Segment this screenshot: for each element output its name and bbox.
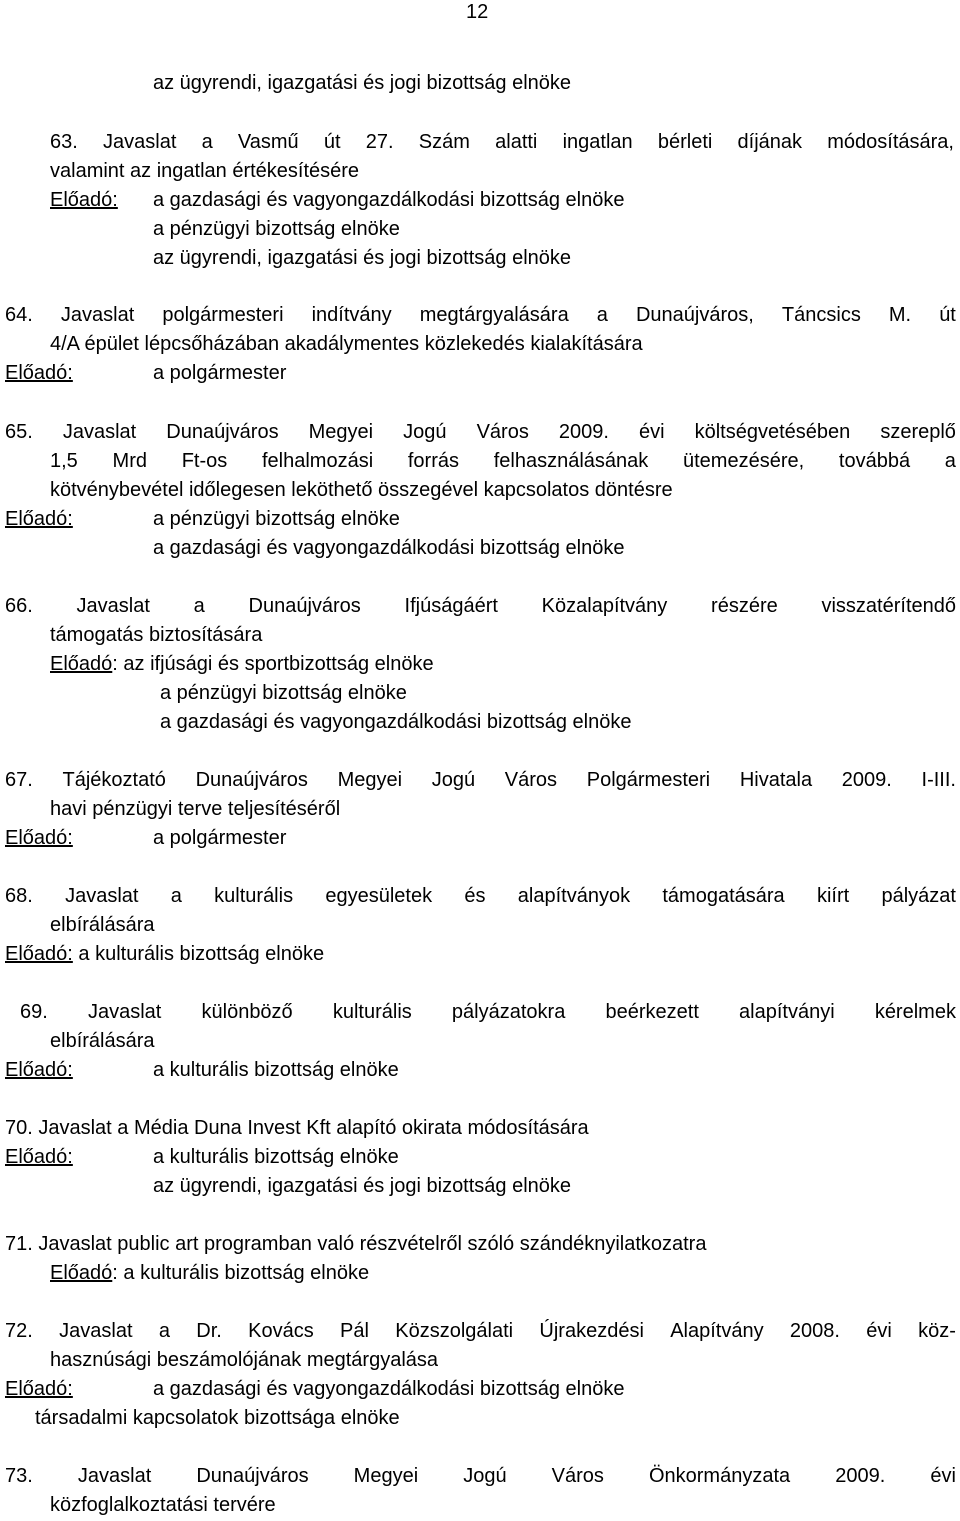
word: Önkormányzata (648, 1465, 791, 1487)
item-68-title-line-1 (5, 884, 956, 908)
word: kiírt (816, 885, 850, 907)
word: költségvetésében (694, 421, 851, 443)
word: részére (711, 595, 778, 617)
word: évi (866, 1320, 892, 1342)
item-63-presenter-3: az ügyrendi, igazgatási és jogi bizottság elnöke (153, 247, 572, 269)
item-73-title-line-1 (5, 1464, 956, 1488)
word: különböző (201, 1001, 293, 1023)
word: és (464, 885, 486, 907)
word: Jogú (403, 421, 447, 443)
word: alapítványi (739, 1001, 835, 1023)
word: Mrd (112, 450, 147, 472)
word: Javaslat (76, 595, 150, 617)
word: továbbá (838, 450, 911, 472)
item-66-presenter-colon: : (112, 653, 124, 675)
word: a (193, 595, 205, 617)
item-71-presenter-row (50, 1261, 369, 1285)
word: 72. (5, 1320, 33, 1342)
word: Javaslat (60, 304, 135, 326)
item-66-presenter-3: a gazdasági és vagyongazdálkodási bizottság elnöke (160, 711, 632, 733)
item-69-title-line-2: elbírálására (50, 1030, 155, 1052)
item-68-presenter-row (5, 942, 324, 966)
item-70-title: 70. Javaslat a Média Duna Invest Kft alapító okirata módosítására (5, 1117, 589, 1139)
item-67-presenter: a polgármester (153, 827, 287, 849)
word: Kovács (248, 1320, 314, 1342)
item-68-title-line-2: elbírálására (50, 914, 155, 936)
word: szereplő (880, 421, 956, 443)
word: Szám (418, 131, 470, 153)
word: 1,5 (50, 450, 78, 472)
word: a (596, 304, 608, 326)
word: Ifjúságáért (404, 595, 498, 617)
item-69-title-line-1 (20, 1000, 956, 1024)
item-72-presenter-extra: társadalmi kapcsolatok bizottsága elnöke (35, 1407, 400, 1429)
item-71-title: 71. Javaslat public art programban való részvételről szóló szándéknyilatkozatra (5, 1233, 707, 1255)
word: Vasmű (237, 131, 299, 153)
word: 2008. (789, 1320, 840, 1342)
word: Javaslat (77, 1465, 152, 1487)
word: Város (476, 421, 529, 443)
word: út (323, 131, 341, 153)
item-63-presenter-label: Előadó: (50, 189, 118, 211)
word: Dunaújváros (195, 769, 308, 791)
word: Polgármesteri (586, 769, 711, 791)
item-65-title-line-1 (5, 420, 956, 444)
word: beérkezett (605, 1001, 699, 1023)
item-67-title-line-1 (5, 768, 956, 792)
word: 69. (20, 1001, 48, 1023)
word: Hivatala (739, 769, 813, 791)
item-72-presenter-label: Előadó: (5, 1378, 73, 1400)
word: Dunaújváros, (635, 304, 754, 326)
item-72-title-line-2: hasznúsági beszámolójának megtárgyalása (50, 1349, 439, 1371)
item-67-presenter-label: Előadó: (5, 827, 73, 849)
item-70-presenter-1: a kulturális bizottság elnöke (153, 1146, 399, 1168)
word: felhalmozási (261, 450, 374, 472)
word: Közszolgálati (395, 1320, 514, 1342)
word: köz- (918, 1320, 956, 1342)
item-64-presenter: a polgármester (153, 362, 287, 384)
word: Javaslat (65, 885, 139, 907)
word: évi (930, 1465, 956, 1487)
word: alatti (495, 131, 538, 153)
word: Jogú (431, 769, 476, 791)
word: a (170, 885, 182, 907)
item-65-presenter-1: a pénzügyi bizottság elnöke (153, 508, 400, 530)
item-64-title-line-1 (5, 303, 956, 327)
item-71-presenter: : a kulturális bizottság elnöke (112, 1262, 370, 1284)
word: Jogú (463, 1465, 507, 1487)
continued-presenter: az ügyrendi, igazgatási és jogi bizottság elnöke (153, 72, 572, 94)
word: Dr. (196, 1320, 222, 1342)
word: megtárgyalására (419, 304, 569, 326)
word: ütemezésére, (683, 450, 805, 472)
item-72-title-line-1 (5, 1319, 956, 1343)
word: módosítására, (827, 131, 954, 153)
word: Javaslat (62, 421, 137, 443)
word: 2009. (558, 421, 609, 443)
word: bérleti (657, 131, 713, 153)
item-68-presenter: a kulturális bizottság elnöke (78, 943, 325, 965)
word: 67. (5, 769, 33, 791)
word: évi (638, 421, 665, 443)
word: ingatlan (562, 131, 633, 153)
word: indítvány (311, 304, 392, 326)
word: polgármesteri (162, 304, 284, 326)
word: a (201, 131, 213, 153)
item-63-title-line-2: valamint az ingatlan értékesítésére (50, 160, 360, 182)
word: 2009. (835, 1465, 886, 1487)
word: Javaslat (103, 131, 177, 153)
item-68-presenter-label: Előadó: (5, 943, 73, 965)
word: díjának (737, 131, 803, 153)
word: pályázat (881, 885, 956, 907)
item-65-presenter-2: a gazdasági és vagyongazdálkodási bizottság elnöke (153, 537, 625, 559)
word: 65. (5, 421, 33, 443)
word: Pál (340, 1320, 369, 1342)
item-66-presenter-label: Előadó (50, 653, 113, 675)
item-63-presenter-1: a gazdasági és vagyongazdálkodási bizottság elnöke (153, 189, 625, 211)
item-64-title-line-2: 4/A épület lépcsőházában akadálymentes közlekedés kialakítására (50, 333, 643, 355)
word: pályázatokra (451, 1001, 566, 1023)
item-65-title-line-2 (50, 449, 956, 473)
word: Dunaújváros (248, 595, 361, 617)
item-66-presenter-2: a pénzügyi bizottság elnöke (160, 682, 407, 704)
word: Javaslat (87, 1001, 162, 1023)
word: kérelmek (874, 1001, 956, 1023)
word: visszatérítendő (821, 595, 956, 617)
item-65-presenter-label: Előadó: (5, 508, 73, 530)
item-72-presenter: a gazdasági és vagyongazdálkodási bizottság elnöke (153, 1378, 625, 1400)
word: Újrakezdési (539, 1320, 644, 1342)
word: Dunaújváros (196, 1465, 309, 1487)
word: a (944, 450, 956, 472)
word: Város (551, 1465, 604, 1487)
word: forrás (407, 450, 459, 472)
item-66-presenter-row (50, 652, 434, 676)
item-70-presenter-2: az ügyrendi, igazgatási és jogi bizottság elnöke (153, 1175, 572, 1197)
item-71-presenter-label: Előadó (50, 1262, 113, 1284)
item-64-presenter-label: Előadó: (5, 362, 73, 384)
word: I-III. (921, 769, 956, 791)
item-63-presenter-2: a pénzügyi bizottság elnöke (153, 218, 400, 240)
word: felhasználásának (493, 450, 649, 472)
word: 64. (5, 304, 33, 326)
word: 2009. (841, 769, 892, 791)
word: Megyei (353, 1465, 419, 1487)
word: M. (888, 304, 912, 326)
word: Ft-os (181, 450, 228, 472)
word: egyesületek (325, 885, 433, 907)
word: Javaslat (59, 1320, 133, 1342)
word: 68. (5, 885, 33, 907)
item-73-title-line-2: közfoglalkoztatási tervére (50, 1494, 276, 1516)
word: kulturális (332, 1001, 412, 1023)
item-66-presenter-1: az ifjúsági és sportbizottság elnöke (123, 653, 434, 675)
word: kulturális (214, 885, 294, 907)
word: a (158, 1320, 170, 1342)
word: támogatására (662, 885, 785, 907)
word: Megyei (308, 421, 374, 443)
item-66-title-line-2: támogatás biztosítására (50, 624, 263, 646)
item-70-presenter-label: Előadó: (5, 1146, 73, 1168)
word: út (939, 304, 956, 326)
item-63-title-line-1 (50, 130, 954, 154)
item-69-presenter: a kulturális bizottság elnöke (153, 1059, 399, 1081)
word: 63. (50, 131, 78, 153)
word: Tájékoztató (62, 769, 166, 791)
item-67-title-line-2: havi pénzügyi terve teljesítéséről (50, 798, 341, 820)
word: 27. (365, 131, 394, 153)
word: Közalapítvány (541, 595, 668, 617)
word: 73. (5, 1465, 33, 1487)
word: Megyei (337, 769, 403, 791)
word: Alapítvány (670, 1320, 764, 1342)
word: Dunaújváros (166, 421, 279, 443)
word: 66. (5, 595, 33, 617)
page-number: 12 (466, 1, 489, 23)
item-65-title-line-3: kötvénybevétel időlegesen leköthető összegével kapcsolatos döntésre (50, 479, 673, 501)
item-69-presenter-label: Előadó: (5, 1059, 73, 1081)
item-66-title-line-1 (5, 594, 956, 618)
word: Táncsics (781, 304, 861, 326)
word: alapítványok (517, 885, 631, 907)
word: Város (504, 769, 558, 791)
